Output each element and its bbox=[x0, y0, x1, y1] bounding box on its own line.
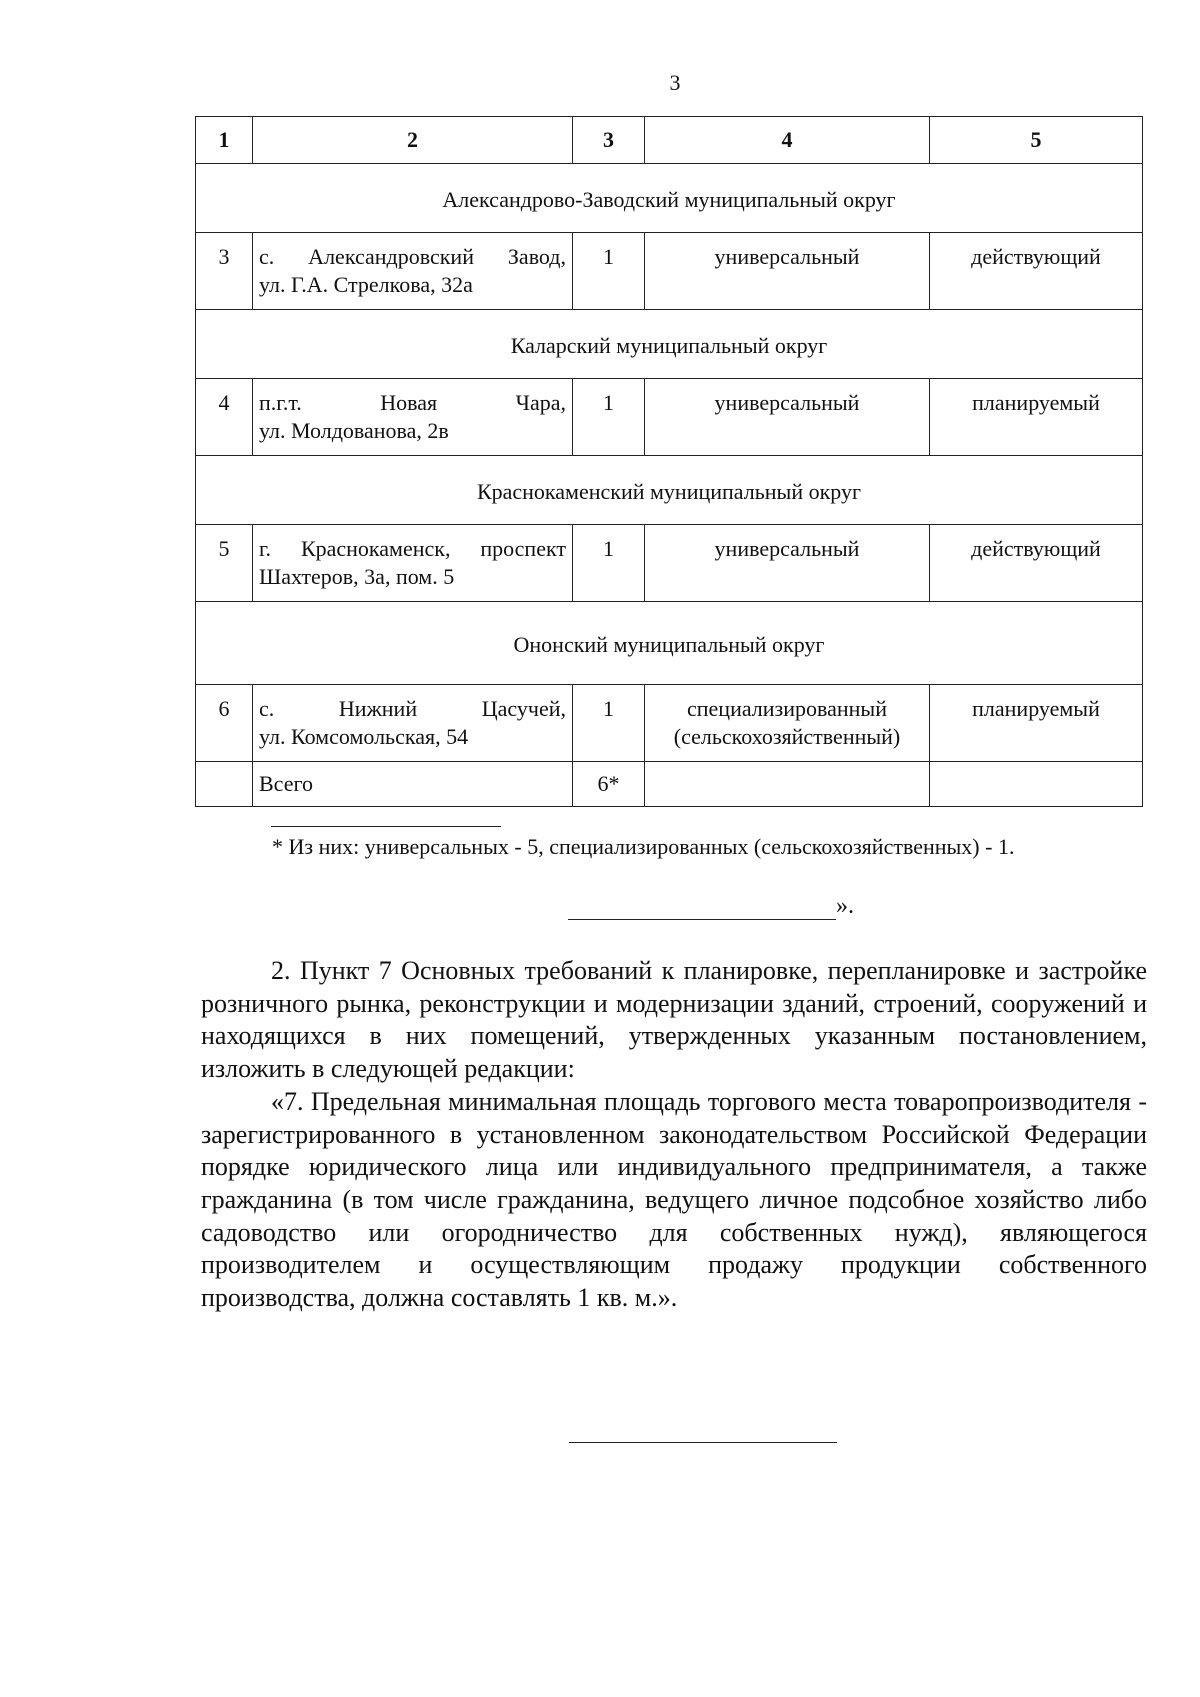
row-status: действующий bbox=[930, 525, 1143, 602]
section-title: Ононский муниципальный округ bbox=[196, 602, 1143, 685]
closing-quote: ». bbox=[836, 893, 854, 919]
section-row bbox=[196, 310, 1143, 379]
total-empty-cell bbox=[196, 762, 253, 807]
closing-line bbox=[568, 893, 854, 920]
section-title: Александрово-Заводский муниципальный округ bbox=[196, 164, 1143, 233]
row-number: 4 bbox=[196, 379, 253, 456]
address-line-2: ул. Молдованова, 2в bbox=[259, 418, 449, 443]
row-status: действующий bbox=[930, 233, 1143, 310]
row-count: 1 bbox=[573, 233, 645, 310]
address-line-1: с. Александровский Завод, bbox=[259, 244, 566, 269]
address-line-1: п.г.т. Новая Чара, bbox=[259, 390, 566, 415]
row-status: планируемый bbox=[930, 379, 1143, 456]
header-col-4: 4 bbox=[645, 117, 930, 164]
address-line-2: Шахтеров, 3а, пом. 5 bbox=[259, 564, 455, 589]
footnote: * Из них: универсальных - 5, специализированных (сельскохозяйственных) - 1. bbox=[272, 834, 1015, 859]
header-col-5: 5 bbox=[930, 117, 1143, 164]
address-line-2: ул. Г.А. Стрелкова, 32а bbox=[259, 272, 473, 297]
table-row bbox=[196, 233, 1143, 310]
body-text bbox=[201, 955, 1147, 1315]
row-address bbox=[253, 379, 573, 456]
table-row bbox=[196, 525, 1143, 602]
row-address bbox=[253, 233, 573, 310]
address-line-2: ул. Комсомольская, 54 bbox=[259, 724, 469, 749]
row-count: 1 bbox=[573, 379, 645, 456]
row-number: 6 bbox=[196, 685, 253, 762]
address-line-1: г. Краснокаменск, проспект bbox=[259, 536, 566, 561]
section-title: Краснокаменский муниципальный округ bbox=[196, 456, 1143, 525]
paragraph: «7. Предельная минимальная площадь торгового места товаропроизводителя - зарегистрированного в установленном законодательством Российской Федерации порядке юридического лица или индивидуального предпринимателя, а также гражданина (в том числе гражданина, ведущего личное подсобное хозяйство либо садоводство или огородничество для собственных нужд), являющегося производителем и осуществляющим продажу продукции собственного производства, должна составлять 1 кв. м.». bbox=[201, 1086, 1147, 1313]
paragraph: 2. Пункт 7 Основных требований к планировке, перепланировке и застройке розничного рынка, реконструкции и модернизации зданий, строений, сооружений и находящихся в них помещений, утвержденных указанным постановлением, изложить в следующей редакции: bbox=[201, 956, 1147, 1084]
address-line-1: с. Нижний Цасучей, bbox=[259, 696, 566, 721]
table-row bbox=[196, 379, 1143, 456]
total-value: 6* bbox=[573, 762, 645, 807]
row-type: универсальный bbox=[645, 233, 930, 310]
markets-table bbox=[195, 116, 1143, 807]
header-col-1: 1 bbox=[196, 117, 253, 164]
header-col-2: 2 bbox=[253, 117, 573, 164]
page-number: 3 bbox=[669, 70, 681, 95]
row-number: 3 bbox=[196, 233, 253, 310]
total-label: Всего bbox=[253, 762, 573, 807]
table-row bbox=[196, 685, 1143, 762]
row-count: 1 bbox=[573, 525, 645, 602]
row-status: планируемый bbox=[930, 685, 1143, 762]
section-title: Каларский муниципальный округ bbox=[196, 310, 1143, 379]
footnote-separator bbox=[271, 826, 501, 827]
end-separator bbox=[569, 1442, 837, 1443]
header-col-3: 3 bbox=[573, 117, 645, 164]
row-address bbox=[253, 685, 573, 762]
row-type: специализированный (сельскохозяйственный) bbox=[645, 685, 930, 762]
row-number: 5 bbox=[196, 525, 253, 602]
row-type: универсальный bbox=[645, 379, 930, 456]
section-row bbox=[196, 164, 1143, 233]
row-address bbox=[253, 525, 573, 602]
closing-underline bbox=[568, 895, 836, 920]
total-empty-cell bbox=[930, 762, 1143, 807]
total-empty-cell bbox=[645, 762, 930, 807]
section-row bbox=[196, 456, 1143, 525]
table-header-row bbox=[196, 117, 1143, 164]
row-type: универсальный bbox=[645, 525, 930, 602]
section-row bbox=[196, 602, 1143, 685]
total-row bbox=[196, 762, 1143, 807]
row-count: 1 bbox=[573, 685, 645, 762]
